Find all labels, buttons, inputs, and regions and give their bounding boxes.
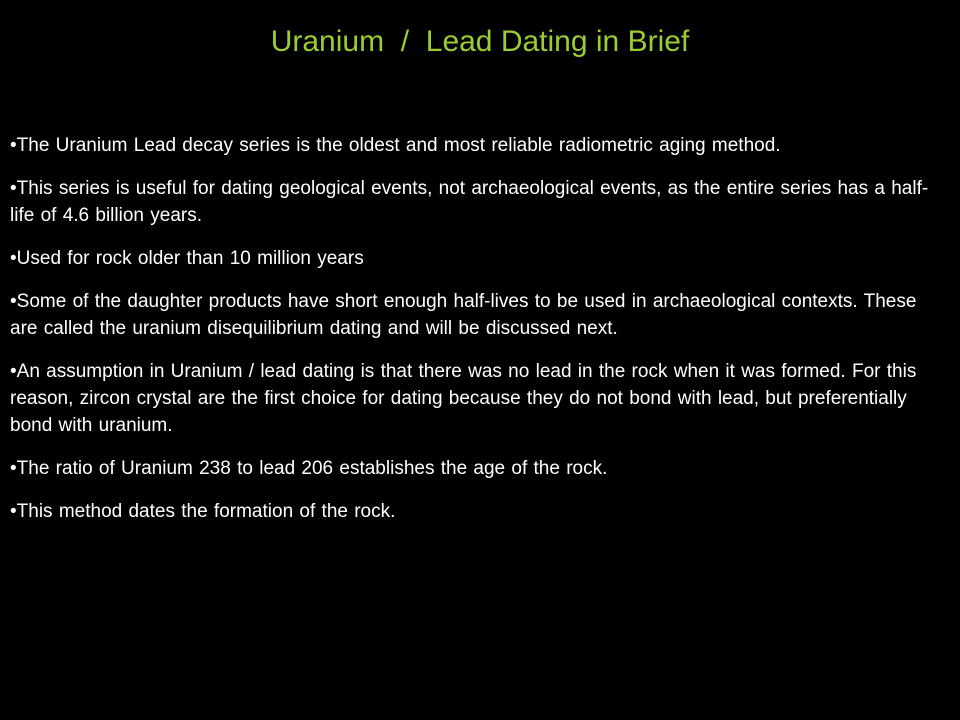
bullet-text: Some of the daughter products have short enough half-lives to be used in archaeological contexts. These are called the uranium disequilibrium dating and will be discussed next. xyxy=(10,291,917,339)
bullet-item xyxy=(10,288,940,342)
bullet-item xyxy=(10,498,940,525)
bullet-list xyxy=(10,132,940,541)
bullet-icon: • xyxy=(10,135,17,156)
bullet-item xyxy=(10,358,940,439)
bullet-icon: • xyxy=(10,291,17,312)
bullet-item xyxy=(10,132,940,159)
bullet-icon: • xyxy=(10,178,17,199)
bullet-item xyxy=(10,245,940,272)
bullet-text: The Uranium Lead decay series is the oldest and most reliable radiometric aging method. xyxy=(16,135,781,156)
bullet-text: An assumption in Uranium / lead dating is that there was no lead in the rock when it was formed. For this reason, zircon crystal are the first choice for dating because they do not bond with lead, but preferentially bond with uranium. xyxy=(10,361,917,436)
slide-title: Uranium / Lead Dating in Brief xyxy=(270,25,690,58)
bullet-icon: • xyxy=(10,458,17,479)
bullet-icon: • xyxy=(10,248,17,269)
bullet-text: Used for rock older than 10 million years xyxy=(16,248,364,269)
bullet-item xyxy=(10,455,940,482)
bullet-icon: • xyxy=(10,501,17,522)
bullet-text: This series is useful for dating geological events, not archaeological events, as the entire series has a half-life of 4.6 billion years. xyxy=(10,178,929,226)
bullet-text: This method dates the formation of the rock. xyxy=(16,501,396,522)
bullet-text: The ratio of Uranium 238 to lead 206 establishes the age of the rock. xyxy=(16,458,608,479)
bullet-icon: • xyxy=(10,361,17,382)
bullet-item xyxy=(10,175,940,229)
